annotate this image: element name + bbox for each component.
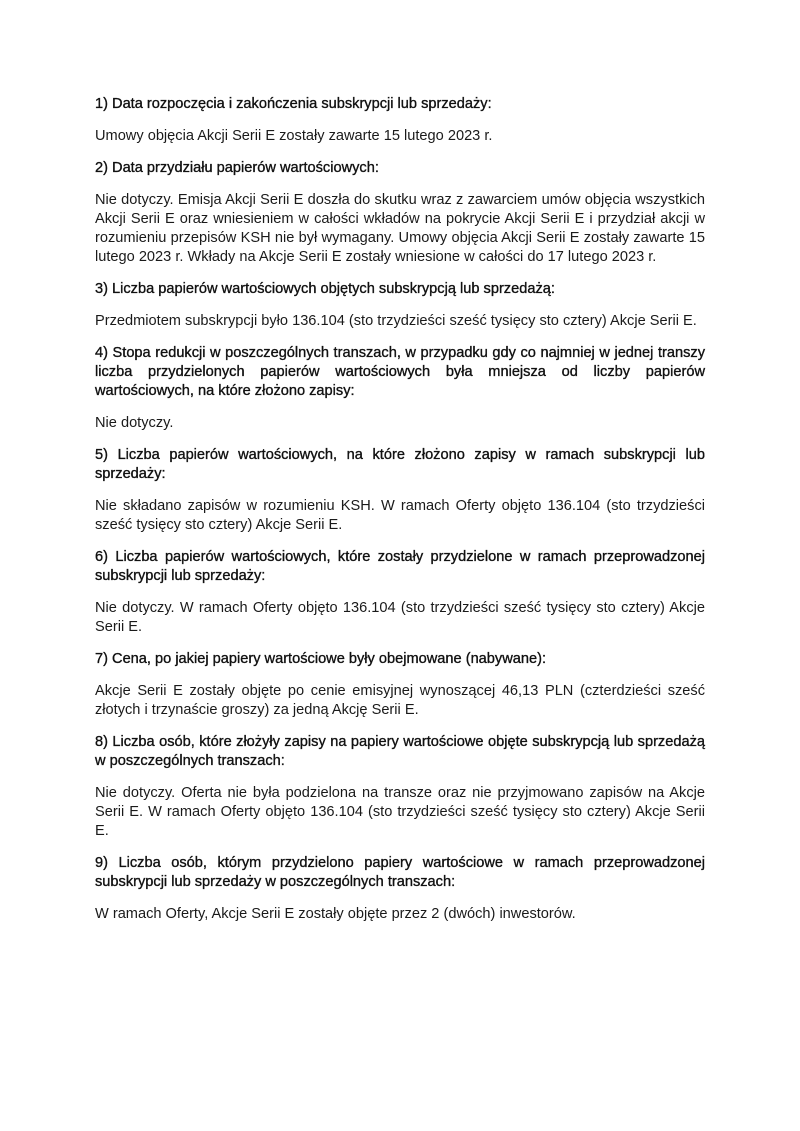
- section-body: W ramach Oferty, Akcje Serii E zostały objęte przez 2 (dwóch) inwestorów.: [95, 906, 576, 922]
- section-heading: 3) Liczba papierów wartościowych objętych subskrypcją lub sprzedażą:: [95, 281, 555, 297]
- section-body: Nie dotyczy. Emisja Akcji Serii E doszła do skutku wraz z zawarciem umów objęcia wszystkich Akcji Serii E oraz wniesieniem w całości wkładów na pokrycie Akcji Serii E i przydział akcji w rozumieniu przepisów KSH nie był wymagany. Umowy objęcia Akcji Serii E zostały zawarte 15 lutego 2023 r. Wkłady na Akcje Serii E zostały wniesione w całości do 17 lutego 2023 r.: [95, 192, 705, 265]
- section-6: [95, 548, 705, 637]
- section-3: [95, 280, 705, 331]
- document-page: [95, 95, 705, 937]
- section-body: Nie składano zapisów w rozumieniu KSH. W ramach Oferty objęto 136.104 (sto trzydzieści sześć tysięcy sto cztery) Akcje Serii E.: [95, 498, 705, 533]
- section-heading: 5) Liczba papierów wartościowych, na które złożono zapisy w ramach subskrypcji lub sprzedaży:: [95, 447, 705, 482]
- section-heading: 7) Cena, po jakiej papiery wartościowe były obejmowane (nabywane):: [95, 651, 547, 667]
- section-8: [95, 733, 705, 841]
- section-body: Akcje Serii E zostały objęte po cenie emisyjnej wynoszącej 46,13 PLN (czterdzieści sześć złotych i trzynaście groszy) za jedną Akcję Serii E.: [95, 683, 705, 718]
- section-heading: 6) Liczba papierów wartościowych, które zostały przydzielone w ramach przeprowadzonej subskrypcji lub sprzedaży:: [95, 549, 705, 584]
- section-2: [95, 159, 705, 267]
- section-body: Nie dotyczy. W ramach Oferty objęto 136.104 (sto trzydzieści sześć tysięcy sto cztery) Akcje Serii E.: [95, 600, 705, 635]
- section-heading: 2) Data przydziału papierów wartościowych:: [95, 160, 379, 176]
- section-body: Przedmiotem subskrypcji było 136.104 (sto trzydzieści sześć tysięcy sto cztery) Akcje Serii E.: [95, 313, 697, 329]
- section-body: Umowy objęcia Akcji Serii E zostały zawarte 15 lutego 2023 r.: [95, 128, 493, 144]
- section-4: [95, 344, 705, 433]
- section-heading: 1) Data rozpoczęcia i zakończenia subskrypcji lub sprzedaży:: [95, 96, 492, 112]
- section-heading: 4) Stopa redukcji w poszczególnych transzach, w przypadku gdy co najmniej w jednej transzy liczba przydzielonych papierów wartościowych była mniejsza od liczby papierów wartościowych, na które złożono zapisy:: [95, 345, 705, 399]
- section-1: [95, 95, 705, 146]
- section-5: [95, 446, 705, 535]
- section-heading: 9) Liczba osób, którym przydzielono papiery wartościowe w ramach przeprowadzonej subskrypcji lub sprzedaży w poszczególnych transzach:: [95, 855, 705, 890]
- section-heading: 8) Liczba osób, które złożyły zapisy na papiery wartościowe objęte subskrypcją lub sprzedażą w poszczególnych transzach:: [95, 734, 705, 769]
- section-body: Nie dotyczy. Oferta nie była podzielona na transze oraz nie przyjmowano zapisów na Akcje Serii E. W ramach Oferty objęto 136.104 (sto trzydzieści sześć tysięcy sto cztery) Akcje Serii E.: [95, 785, 705, 839]
- section-7: [95, 650, 705, 720]
- section-body: Nie dotyczy.: [95, 415, 174, 431]
- section-9: [95, 854, 705, 924]
